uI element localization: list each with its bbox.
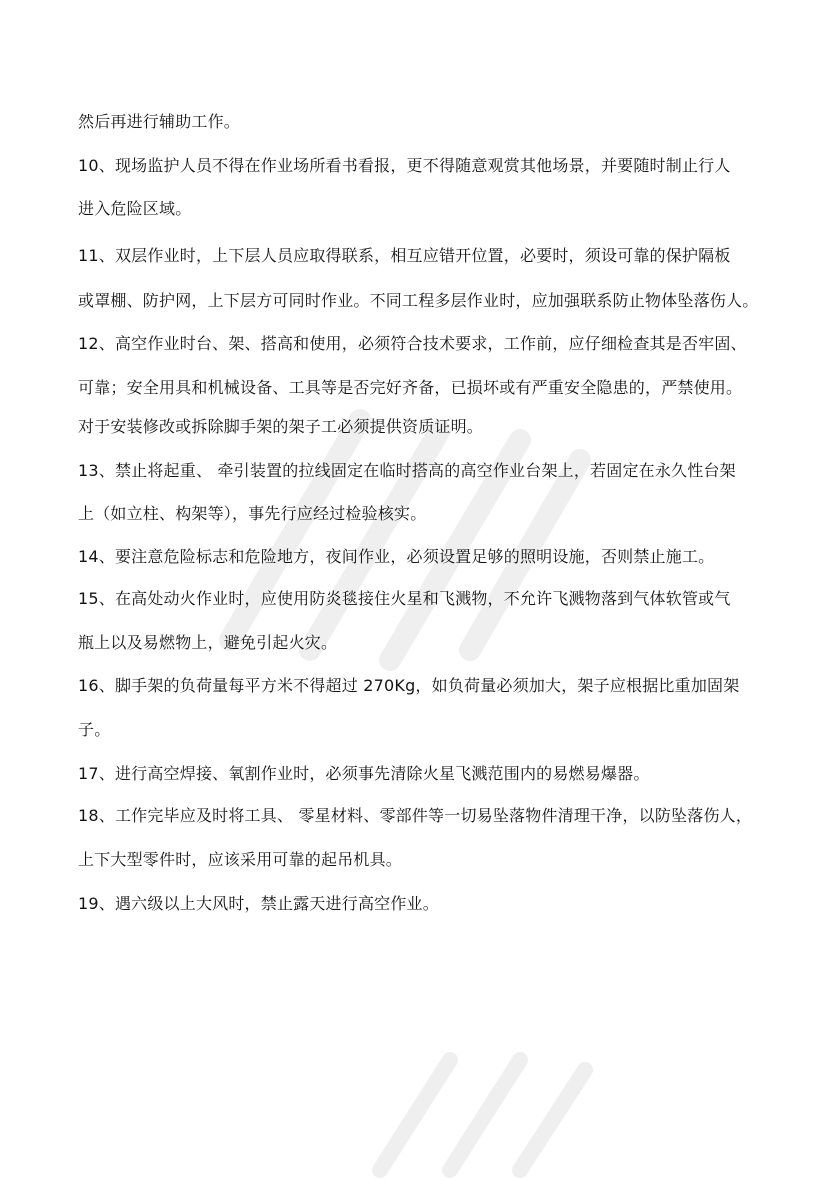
text-line: 11、双层作业时，上下层人员应取得联系，相互应错开位置，必要时，须设可靠的保护隔板 (78, 246, 731, 265)
text-line: 或罩棚、防护网，上下层方可同时作业。不同工程多层作业时，应加强联系防止物体坠落伤人。 (78, 291, 759, 310)
text-line: 15、在高处动火作业时，应使用防炎毯接住火星和飞溅物，不允许飞溅物落到气体软管或气 (78, 589, 731, 608)
text-line: 10、现场监护人员不得在作业场所看书看报，更不得随意观赏其他场景，并要随时制止行人 (78, 156, 731, 175)
text-line: 16、脚手架的负荷量每平方米不得超过 270Kg，如负荷量必须加大，架子应根据比重加固架 (78, 676, 740, 695)
text-line: 瓶上以及易燃物上，避免引起火灾。 (78, 633, 338, 652)
text-line: 可靠；安全用具和机械设备、工具等是否完好齐备，已损坏或有严重安全隐患的，严禁使用。 (78, 378, 743, 397)
text-line: 进入危险区域。 (78, 199, 192, 218)
text-line: 14、要注意危险标志和危险地方，夜间作业，必须设置足够的照明设施，否则禁止施工。 (78, 547, 715, 566)
text-line: 13、禁止将起重、 牵引装置的拉线固定在临时搭高的高空作业台架上，若固定在永久性台架 (78, 461, 736, 480)
watermark-graphic-bottom (360, 1040, 600, 1180)
text-line: 18、工作完毕应及时将工具、 零星材料、零部件等一切易坠落物件清理干净，以防坠落伤人， (78, 806, 753, 825)
text-line: 然后再进行辅助工作。 (78, 112, 241, 131)
text-line: 12、高空作业时台、架、搭高和使用，必须符合技术要求，工作前，应仔细检查其是否牢固、 (78, 334, 747, 353)
text-line: 对于安装修改或拆除脚手架的架子工必须提供资质证明。 (78, 417, 484, 436)
text-line: 19、遇六级以上大风时，禁止露天进行高空作业。 (78, 894, 439, 913)
text-line: 17、进行高空焊接、氧割作业时，必须事先清除火星飞溅范围内的易燃易爆器。 (78, 764, 650, 783)
text-line: 子。 (78, 720, 111, 739)
text-line: 上下大型零件时，应该采用可靠的起吊机具。 (78, 850, 403, 869)
text-line: 上（如立柱、构架等），事先行应经过检验核实。 (78, 504, 427, 523)
